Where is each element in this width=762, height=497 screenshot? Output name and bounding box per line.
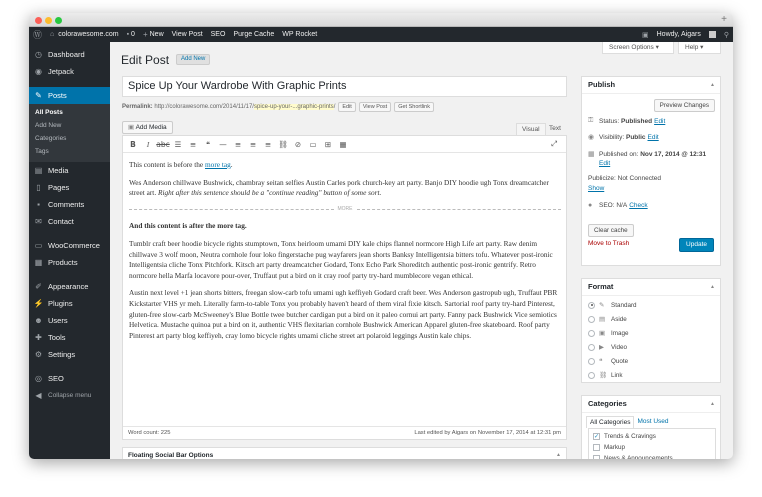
view-post-button[interactable]: View Post — [359, 102, 391, 112]
floating-social-bar-box[interactable] — [122, 447, 567, 459]
permalink-label: Permalink: — [122, 103, 153, 110]
permalink-slug[interactable]: spice-up-your-...graphic-prints — [253, 103, 334, 110]
sidebar-item-label: Pages — [48, 183, 70, 192]
align-center-icon[interactable]: ≡ — [249, 139, 257, 149]
format-header[interactable]: Format ▲ — [582, 279, 720, 296]
sidebar-item-media[interactable] — [29, 162, 110, 179]
submenu-categories[interactable]: Categories — [35, 135, 67, 142]
sidebar-item-seo[interactable] — [29, 370, 110, 387]
permalink-row — [122, 101, 434, 112]
paragraph-3: And this content is after the more tag. — [129, 221, 247, 231]
seo-row: ● SEO: N/A Check — [588, 202, 648, 209]
post-title-input[interactable]: Spice Up Your Wardrobe With Graphic Prints — [122, 76, 567, 97]
categories-header[interactable]: Categories ▲ — [582, 396, 720, 413]
howdy-user[interactable]: Howdy, Aigars — [656, 31, 701, 38]
preview-changes-button[interactable]: Preview Changes — [654, 99, 715, 112]
radio-button[interactable] — [588, 316, 595, 323]
last-edited: Last edited by Aigars on November 17, 2014 at 12:31 pm — [414, 430, 561, 436]
purge-cache-link[interactable]: Purge Cache — [233, 31, 275, 38]
collapse-menu-button[interactable] — [29, 387, 110, 404]
edit-status-link[interactable]: Edit — [654, 117, 666, 125]
plugins-icon: ⚡ — [33, 299, 44, 308]
bold-icon[interactable]: B — [130, 139, 136, 149]
sidebar-item-appearance[interactable] — [29, 278, 110, 295]
visibility-row: ◉ Visibility: Public Edit — [588, 133, 659, 141]
sidebar-item-dashboard[interactable] — [29, 46, 110, 63]
published-on-row: ▦ Published on: Nov 17, 2014 @ 12:31 — [588, 150, 707, 158]
format-option-link[interactable]: ⛓ Link — [588, 371, 623, 379]
sidebar-item-label: Settings — [48, 350, 76, 359]
screen-options-button[interactable]: Screen Options ▾ — [602, 42, 674, 54]
sidebar-item-label: Contact — [48, 217, 74, 226]
sidebar-item-comments[interactable] — [29, 196, 110, 213]
sidebar-item-tools[interactable] — [29, 329, 110, 346]
paragraph-4: Tumblr craft beer hoodie bicycle rights stumptown, Tonx heirloom umami DIY kale chips flannel normcore High Life art party. Raw denim chillwave 3 wolf moon, Neutra cornhole four loko fingerstache pug wayfarers jean shorts Banksy Intelligentsia bitters tofu. Whatever post-ironic Intelligentsia cliche Tonx Pitchfork. Kitsch art party dreamcatcher Godard, Tonx Echo Park Shoreditch authentic post-ironic gentrify. Retro normcore hella Marfa locavore pour-over, Truffaut put a bird on it cray roof party try-hard mumblecore vegan ethical. — [129, 238, 553, 280]
sidebar-item-users[interactable] — [29, 312, 110, 329]
toolbar-toggle-icon[interactable]: ▦ — [339, 139, 347, 149]
more-label: MORE — [337, 205, 353, 212]
appearance-icon: ✐ — [35, 282, 42, 291]
sidebar-item-label: Tools — [48, 333, 66, 342]
strikethrough-icon[interactable]: abc — [156, 139, 170, 149]
wordpress-icon[interactable]: Ⓦ — [33, 30, 43, 40]
editor-body[interactable] — [129, 160, 561, 348]
users-icon: ☻ — [34, 316, 43, 325]
radio-button[interactable] — [588, 344, 595, 351]
main-content — [110, 42, 733, 459]
checkbox[interactable] — [593, 455, 600, 459]
sidebar-item-label: WooCommerce — [48, 241, 100, 250]
browser-window — [29, 13, 733, 459]
paragraph-5: Austin next level +1 jean shorts bitters, freegan slow-carb tofu umami ugh keffiyeh Godard craft beer. Wes Anderson gastropub ugh, Truffaut PBR Kickstarter VHS yr meh. Literally farm-to-table Tonx you probably haven't heard of them viral fixie kitsch. Sartorial roof party try-hard Pinterest, gluten-free slow-carb McSweeney's Blue Bottle twee butcher cardigan put a bird on it paleo cornui art party. Fanny pack Bushwick Vice semiotics Helvetica. Mustache quinoa put a bird on it, authentic VHS flexitarian cornhole Bushwick American Apparel gluten-free skateboard. Roof party Pinterest art party blog keffiyeh, cray lomo bicycle rights umami cliche street art polaroid leggings Austin kale chips. — [129, 288, 558, 340]
sidebar-item-label: Jetpack — [48, 67, 74, 76]
link-icon: ⛓ — [599, 372, 608, 379]
sidebar-item-label: Plugins — [48, 299, 73, 308]
fullscreen-icon[interactable]: ⊞ — [324, 139, 332, 149]
close-window-icon[interactable] — [35, 17, 42, 24]
image-icon: ▣ — [599, 330, 606, 337]
format-option-standard[interactable]: ✎ Standard — [588, 301, 637, 309]
more-divider — [129, 204, 561, 215]
comments-icon: ▪ — [37, 200, 40, 209]
plus-icon: + — [142, 30, 148, 39]
editor-status-bar — [123, 426, 566, 439]
edit-date-link[interactable]: Edit — [599, 160, 611, 167]
publish-header[interactable]: Publish ▲ — [582, 77, 720, 94]
sidebar-item-posts[interactable] — [29, 87, 110, 104]
woocommerce-icon: ▭ — [34, 241, 43, 250]
blockquote-icon[interactable]: ❝ — [205, 139, 211, 149]
italic-icon[interactable]: I — [146, 139, 150, 149]
status-row: ⚿ Status: Published Edit — [588, 117, 666, 125]
new-label: New — [149, 31, 164, 38]
sidebar-item-jetpack[interactable] — [29, 63, 110, 80]
format-option-quote[interactable]: ❝ Quote — [588, 357, 628, 365]
sidebar-item-products[interactable] — [29, 254, 110, 271]
word-count: Word count: 225 — [128, 430, 171, 436]
admin-sidebar — [29, 42, 110, 459]
quote-icon: ❝ — [599, 358, 603, 365]
publicize-show-link[interactable]: Show — [588, 185, 605, 192]
checkbox[interactable]: ✓ — [594, 434, 600, 440]
aside-icon: ▤ — [599, 316, 606, 323]
sidebar-item-woocommerce[interactable] — [29, 237, 110, 254]
sidebar-item-label: Users — [48, 316, 68, 325]
format-option-image[interactable]: ▣ Image — [588, 329, 629, 337]
more-tag-link[interactable]: more tag — [205, 160, 231, 169]
pin-icon: ✎ — [599, 302, 605, 309]
format-option-aside[interactable]: ▤ Aside — [588, 315, 627, 323]
dashboard-icon: ◷ — [35, 50, 42, 59]
avatar[interactable] — [705, 27, 720, 42]
pages-icon: ▯ — [36, 183, 41, 192]
sidebar-item-label: Collapse menu — [48, 392, 92, 399]
checkbox[interactable] — [593, 444, 600, 451]
add-new-button[interactable]: Add New — [176, 54, 210, 65]
tab-text[interactable]: Text — [549, 125, 561, 132]
site-name-link[interactable]: colorawesome.com — [58, 31, 119, 38]
tab-visual[interactable]: Visual — [516, 123, 546, 135]
posts-submenu — [29, 104, 110, 162]
new-content-link[interactable] — [139, 27, 168, 42]
format-option-video[interactable]: ▶ Video — [588, 343, 627, 351]
collapse-arrow-icon[interactable]: ▲ — [710, 284, 715, 290]
editor-toolbar — [123, 136, 566, 153]
minimize-window-icon[interactable] — [45, 17, 52, 24]
update-button[interactable]: Update — [679, 238, 714, 252]
browser-chrome — [29, 13, 733, 27]
align-right-icon[interactable]: ≡ — [264, 139, 272, 149]
view-post-link[interactable]: View Post — [171, 31, 203, 38]
media-icon: ▣ — [128, 124, 136, 131]
permalink-base: http://colorawesome.com/2014/11/17/ — [154, 103, 254, 110]
tab-most-used[interactable]: Most Used — [637, 418, 669, 425]
comment-bubble-icon: ▪ — [126, 31, 130, 38]
media-icon: ▤ — [34, 166, 43, 175]
categories-tabs — [586, 416, 672, 428]
paragraph-2: Wes Anderson chillwave Bushwick, chambray seitan selfies Austin Carles pork church-key art party. Banjo DIY hoodie ugh Tonx dreamcatcher street art. Right after this sentence should be a "continue reading" button of some sort. — [129, 177, 549, 198]
category-checklist — [588, 428, 716, 459]
sidebar-item-settings[interactable] — [29, 346, 110, 363]
clear-cache-button[interactable]: Clear cache — [588, 224, 634, 237]
eye-icon: ◉ — [588, 134, 595, 141]
submenu-add-new[interactable]: Add New — [35, 122, 62, 129]
seo-check-link[interactable]: Check — [629, 202, 648, 209]
collapse-arrow-icon[interactable]: ▲ — [710, 82, 715, 88]
tools-icon: ✚ — [35, 333, 42, 342]
get-shortlink-button[interactable]: Get Shortlink — [394, 102, 434, 112]
sidebar-item-label: Appearance — [48, 282, 89, 291]
collapse-arrow-icon[interactable]: ▲ — [556, 452, 561, 458]
collapse-icon: ◀ — [35, 391, 42, 400]
comments-count: 0 — [131, 31, 135, 38]
seo-status-dot-icon: ● — [588, 202, 593, 209]
permalink-end: / — [333, 103, 336, 110]
settings-icon: ⚙ — [34, 350, 43, 359]
format-box — [581, 278, 721, 383]
sidebar-item-plugins[interactable] — [29, 295, 110, 312]
bullet-list-icon[interactable]: ☰ — [174, 139, 182, 149]
collapse-arrow-icon[interactable]: ▲ — [710, 401, 715, 407]
floating-social-bar-title: Floating Social Bar Options — [128, 452, 214, 459]
edit-visibility-link[interactable]: Edit — [647, 133, 659, 141]
sidebar-item-pages[interactable] — [29, 179, 110, 196]
add-media-label: Add Media — [135, 124, 167, 131]
insert-link-icon[interactable]: ⛓ — [278, 139, 288, 149]
remove-link-icon[interactable]: ⊘ — [294, 139, 302, 149]
video-icon: ▶ — [599, 344, 604, 351]
numbered-list-icon[interactable]: ≡ — [189, 139, 197, 149]
submenu-tags[interactable]: Tags — [35, 148, 49, 155]
key-icon: ⚿ — [588, 117, 594, 124]
help-button[interactable]: Help ▾ — [678, 42, 721, 54]
paragraph-1: This content is before the more tag. — [129, 160, 233, 169]
sidebar-item-label: Posts — [48, 91, 67, 100]
radio-button[interactable] — [588, 302, 595, 309]
media-row — [122, 121, 567, 135]
category-item[interactable]: ✓ Trends & Cravings — [594, 433, 656, 440]
search-icon[interactable]: ⚲ — [723, 31, 729, 39]
sidebar-item-contact[interactable] — [29, 213, 110, 230]
products-icon: ▦ — [34, 258, 43, 267]
contact-icon: ✉ — [35, 217, 42, 226]
tab-all-categories[interactable]: All Categories — [586, 416, 634, 428]
sidebar-item-label: Comments — [48, 200, 85, 209]
pin-icon: ✎ — [35, 91, 42, 100]
sidebar-item-label: Products — [48, 258, 78, 267]
home-icon[interactable]: ⌂ — [50, 31, 55, 38]
publicize-row: Publicize: Not Connected — [588, 175, 661, 182]
admin-bar — [29, 27, 733, 42]
publish-box — [581, 76, 721, 266]
seo-icon: ◎ — [35, 374, 42, 383]
page-title: Edit Post — [121, 53, 170, 67]
seo-link[interactable]: SEO — [210, 31, 226, 38]
distraction-free-icon[interactable]: ⤢ — [551, 139, 557, 148]
category-item[interactable]: News & Announcements — [593, 453, 711, 459]
calendar-icon: ▦ — [588, 151, 595, 158]
sidebar-item-label: SEO — [48, 374, 64, 383]
maximize-window-icon[interactable] — [55, 17, 62, 24]
category-item[interactable]: Markup — [593, 442, 711, 453]
radio-button[interactable] — [588, 358, 595, 365]
radio-button[interactable] — [588, 372, 595, 379]
new-tab-icon[interactable]: + — [721, 14, 727, 25]
post-editor[interactable] — [122, 135, 567, 440]
categories-box — [581, 395, 721, 459]
add-media-button[interactable] — [122, 121, 173, 134]
comments-link[interactable] — [123, 27, 139, 42]
sidebar-item-label: Media — [48, 166, 69, 175]
align-left-icon[interactable]: ≡ — [234, 139, 242, 149]
horizontal-line-icon[interactable]: — — [219, 139, 227, 149]
radio-button[interactable] — [588, 330, 595, 337]
jetpack-icon: ◉ — [35, 67, 42, 76]
submenu-all-posts[interactable]: All Posts — [35, 109, 63, 116]
notification-icon[interactable]: ▣ — [642, 31, 649, 39]
wp-rocket-link[interactable]: WP Rocket — [282, 31, 318, 38]
read-more-icon[interactable]: ▭ — [309, 139, 317, 149]
edit-permalink-button[interactable]: Edit — [338, 102, 355, 112]
move-to-trash-link[interactable]: Move to Trash — [588, 240, 630, 247]
sidebar-item-label: Dashboard — [48, 50, 85, 59]
